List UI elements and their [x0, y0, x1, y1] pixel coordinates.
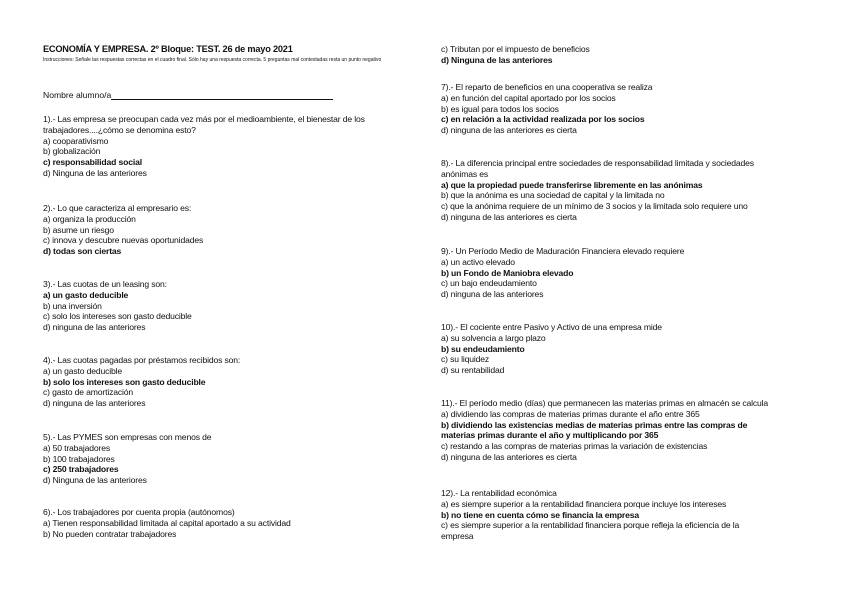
question-6 [43, 507, 291, 539]
answer-option: c) innova y descubre nuevas oportunidades [43, 235, 204, 246]
answer-option: d) su rentabilidad [441, 365, 505, 376]
answer-option-correct: b) dividiendo las existencias medias de materias primas entre las compras de [441, 419, 748, 430]
answer-option: d) ninguna de las anteriores es cierta [441, 125, 577, 136]
answer-option: c) Tributan por el impuesto de beneficios [441, 44, 590, 54]
answer-option: d) ninguna de las anteriores [43, 398, 146, 409]
answer-option-correct: a) un gasto deducible [43, 289, 129, 300]
answer-option: a) un gasto deducible [43, 365, 123, 376]
answer-option-correct: b) su endeudamiento [441, 343, 525, 354]
name-blank-line [111, 91, 333, 100]
answer-option: b) asume un riesgo [43, 224, 114, 235]
question-stem: 12).- La rentabilidad económica [441, 488, 557, 498]
answer-option: c) es siempre superior a la rentabilidad financiera porque refleja la eficiencia de la [441, 520, 740, 531]
answer-option-correct: b) un Fondo de Maniobra elevado [441, 267, 574, 278]
answer-option: d) ninguna de las anteriores es cierta [441, 211, 577, 222]
answer-option: d) ninguna de las anteriores [441, 289, 544, 300]
answer-option: a) en función del capital aportado por los socios [441, 92, 616, 103]
student-name-field [43, 90, 333, 100]
question-7 [441, 82, 652, 136]
answer-option: a) dividiendo las compras de materias primas durante el año entre 365 [441, 408, 700, 419]
answer-option-correct: a) que la propiedad puede transferirse libremente en las anónimas [441, 179, 703, 190]
answer-option: c) gasto de amortización [43, 387, 134, 398]
question-stem: 1).- Las empresa se preocupan cada vez más por el medioambiente, el bienestar de los trabajadores....¿cómo se denomina esto? [43, 114, 365, 135]
answer-option-correct-continued: materias primas durante el año y multiplicando por 365 [441, 430, 659, 441]
question-stem-line: anónimas es [441, 168, 489, 179]
answer-option: b) que la anónima es una sociedad de capital y la limitada no [441, 190, 665, 201]
answer-option: c) restando a las compras de materias primas la variación de existencias [441, 441, 708, 452]
answer-option-correct: c) en relación a la actividad realizada por los socios [441, 114, 645, 125]
answer-option-correct: c) responsabilidad social [43, 157, 142, 168]
question-stem: 9).- Un Período Medio de Maduración Financiera elevado requiere [441, 246, 685, 256]
answer-option-correct: c) 250 trabajadores [43, 464, 119, 475]
question-stem: 6).- Los trabajadores por cuenta propia (autónomos) [43, 507, 235, 517]
answer-option-correct: d) Ninguna de las anteriores [441, 54, 553, 65]
answer-option: b) es igual para todos los socios [441, 103, 559, 114]
answer-option-continued: empresa [441, 531, 474, 542]
question-stem: 5).- Las PYMES son empresas con menos de [43, 432, 212, 442]
answer-option: a) cooparativismo [43, 135, 109, 146]
question-stem-line: 8).- La diferencia principal entre sociedades de responsabilidad limitada y sociedades [441, 158, 754, 168]
answer-option: a) su solvencia a largo plazo [441, 332, 546, 343]
answer-option: d) Ninguna de las anteriores [43, 475, 147, 486]
question-5 [43, 432, 211, 486]
question-8 [441, 158, 754, 223]
question-9 [441, 246, 684, 300]
question-stem: 4).- Las cuotas pagadas por préstamos recibidos son: [43, 355, 241, 365]
answer-option: d) ninguna de las anteriores es cierta [441, 451, 577, 462]
instructions: Instrucciones: Señale las respuestas correctas en el cuadro final. Sólo hay una respuesta correcta. 5 preguntas mal contestadas resta un punto negativo [43, 57, 382, 63]
question-stem: 11).- El período medio (días) que permanecen las materias primas en almacén se calcula [441, 398, 769, 408]
answer-option: c) su liquidez [441, 354, 490, 365]
answer-option: d) Ninguna de las anteriores [43, 167, 147, 178]
question-1 [43, 114, 408, 179]
answer-option: b) 100 trabajadores [43, 453, 115, 464]
answer-option-correct: b) solo los intereses son gasto deducible [43, 376, 206, 387]
answer-option-correct: d) todas son ciertas [43, 246, 122, 257]
question-12 [441, 488, 739, 542]
question-11 [441, 398, 768, 463]
answer-option: a) 50 trabajadores [43, 442, 111, 453]
question-stem: 2).- Lo que caracteriza al empresario es: [43, 203, 192, 213]
answer-option: a) es siempre superior a la rentabilidad financiera porque incluye los intereses [441, 498, 727, 509]
question-10 [441, 322, 662, 376]
answer-option: b) una inversión [43, 300, 102, 311]
answer-option: b) globalización [43, 146, 101, 157]
answer-option: c) solo los intereses son gasto deducible [43, 311, 192, 322]
question-stem: 10).- El cociente entre Pasivo y Activo de una empresa mide [441, 322, 662, 332]
question-3 [43, 279, 192, 333]
answer-option: a) Tienen responsabilidad limitada al capital aportado a su actividad [43, 517, 291, 528]
question-6-continued [441, 44, 590, 66]
question-stem: 3).- Las cuotas de un leasing son: [43, 279, 167, 289]
answer-option: a) un activo elevado [441, 256, 515, 267]
answer-option-correct: b) no tiene en cuenta cómo se financia la empresa [441, 509, 640, 520]
question-stem: 7).- El reparto de beneficios en una cooperativa se realiza [441, 82, 653, 92]
question-2 [43, 203, 203, 257]
answer-option: c) un bajo endeudamiento [441, 278, 537, 289]
name-label: Nombre alumno/a [43, 90, 112, 100]
answer-option: b) No pueden contratar trabajadores [43, 528, 177, 539]
document-title: ECONOMÍA Y EMPRESA. 2º Bloque: TEST. 26 de mayo 2021 [43, 44, 293, 54]
answer-option: c) que la anónima requiere de un mínimo de 3 socios y la limitada solo requiere uno [441, 201, 748, 212]
question-4 [43, 355, 240, 409]
answer-option: a) organiza la producción [43, 213, 136, 224]
answer-option: d) ninguna de las anteriores [43, 322, 146, 333]
